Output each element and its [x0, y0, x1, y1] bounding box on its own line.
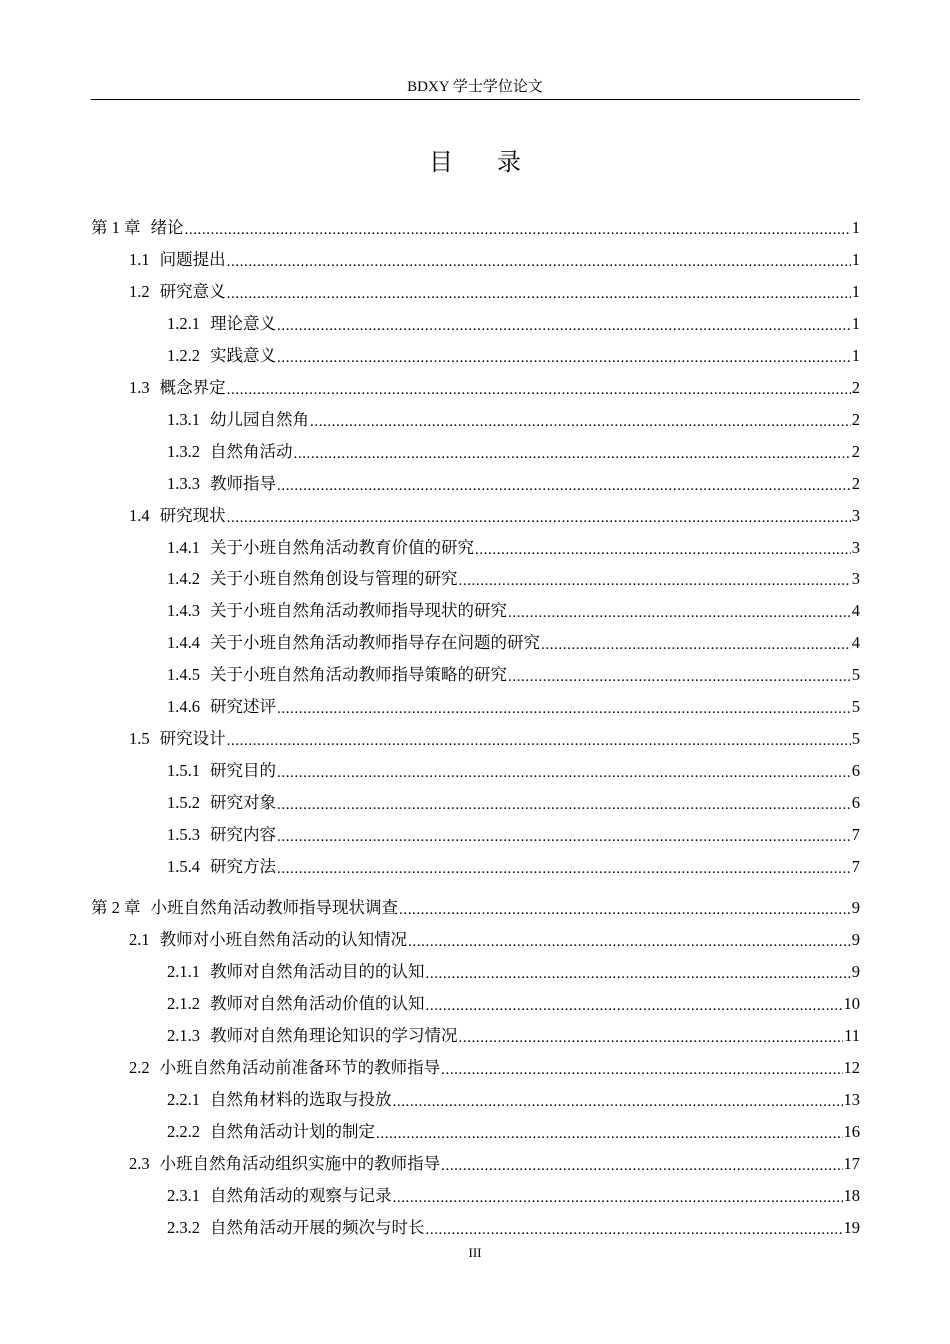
toc-entry-number: 1.4.1: [167, 538, 200, 557]
toc-entry[interactable]: [91, 216, 860, 240]
toc-entry-page: 7: [851, 857, 860, 876]
toc-dot-leader: [277, 823, 851, 847]
toc-entry-number: 1.4.3: [167, 601, 200, 620]
toc-entry[interactable]: [91, 759, 860, 783]
toc-dot-leader: [227, 248, 851, 272]
toc-dot-leader: [227, 727, 851, 751]
toc-entry-title: 理论意义: [210, 314, 276, 333]
toc-entry-page: 11: [844, 1026, 860, 1045]
toc-entry-number: 1.5.3: [167, 825, 200, 844]
toc-dot-leader: [508, 599, 851, 623]
toc-entry[interactable]: [91, 376, 860, 400]
toc-entry-page: 13: [843, 1090, 860, 1109]
toc-dot-leader: [277, 344, 851, 368]
toc-entry-page: 7: [851, 825, 860, 844]
toc-entry-page: 1: [851, 250, 860, 269]
toc-entry-title: 研究内容: [210, 825, 276, 844]
toc-dot-leader: [426, 1216, 843, 1240]
toc-dot-leader: [294, 440, 851, 464]
toc-dot-leader: [310, 408, 851, 432]
toc-dot-leader: [227, 280, 851, 304]
toc-entry-page: 3: [851, 569, 860, 588]
toc-title: [0, 148, 950, 178]
toc-entry-number: 2.3.1: [167, 1186, 200, 1205]
toc-entry[interactable]: [91, 599, 860, 623]
toc-dot-leader: [185, 216, 851, 240]
toc-entry-title: 关于小班自然角活动教师指导存在问题的研究: [210, 633, 540, 652]
toc-entry-page: 4: [851, 601, 860, 620]
toc-entry[interactable]: [91, 567, 860, 591]
toc-entry-number: 1.3: [129, 378, 150, 397]
toc-entry-page: 6: [851, 793, 860, 812]
toc-dot-leader: [508, 663, 851, 687]
toc-entry-title: 研究现状: [159, 506, 226, 525]
toc-entry-title: 绪论: [150, 218, 184, 237]
toc-entry-page: 4: [851, 633, 860, 652]
toc-entry-title: 研究述评: [210, 697, 276, 716]
toc-title-char-2: 录: [497, 150, 521, 176]
toc-entry[interactable]: [91, 1184, 860, 1208]
toc-entry-number: 2.3: [129, 1154, 150, 1173]
toc-entry-number: 1.5.4: [167, 857, 200, 876]
toc-entry[interactable]: [91, 472, 860, 496]
toc-entry-number: 2.3.2: [167, 1218, 200, 1237]
toc-entry-title: 自然角材料的选取与投放: [210, 1090, 392, 1109]
toc-entry-title: 研究设计: [159, 729, 226, 748]
toc-entry[interactable]: [91, 344, 860, 368]
toc-entry[interactable]: [91, 791, 860, 815]
toc-entry-page: 17: [843, 1154, 860, 1173]
toc-entry-title: 幼儿园自然角: [210, 410, 309, 429]
toc-entry-title: 关于小班自然角创设与管理的研究: [210, 569, 458, 588]
toc-entry[interactable]: [91, 536, 860, 560]
toc-dot-leader: [393, 1184, 843, 1208]
toc-entry[interactable]: [91, 504, 860, 528]
toc-dot-leader: [376, 1120, 843, 1144]
toc-entry[interactable]: [91, 280, 860, 304]
toc-entry-number: 1.5.1: [167, 761, 200, 780]
toc-entry-title: 教师对自然角理论知识的学习情况: [210, 1026, 458, 1045]
toc-dot-leader: [277, 855, 851, 879]
toc-entry[interactable]: [91, 727, 860, 751]
toc-entry[interactable]: [91, 823, 860, 847]
toc-entry-number: 1.4.2: [167, 569, 200, 588]
toc-entry-page: 5: [851, 665, 860, 684]
toc-entry[interactable]: [91, 1056, 860, 1080]
toc-entry-page: 1: [851, 346, 860, 365]
toc-entry-title: 自然角活动开展的频次与时长: [210, 1218, 425, 1237]
toc-entry-title: 自然角活动计划的制定: [210, 1122, 375, 1141]
toc-entry-number: 2.2.1: [167, 1090, 200, 1109]
toc-title-char-1: 目: [429, 150, 453, 176]
toc-dot-leader: [459, 1024, 844, 1048]
toc-entry[interactable]: [91, 248, 860, 272]
toc-entry-title: 教师对自然角活动目的的认知: [210, 962, 425, 981]
toc-dot-leader: [475, 536, 851, 560]
toc-entry-page: 6: [851, 761, 860, 780]
toc-entry-number: 1.3.3: [167, 474, 200, 493]
toc-entry-title: 教师对自然角活动价值的认知: [210, 994, 425, 1013]
toc-entry-title: 自然角活动的观察与记录: [210, 1186, 392, 1205]
toc-entry-number: 2.1.3: [167, 1026, 200, 1045]
toc-entry-number: 1.4.6: [167, 697, 200, 716]
toc-entry-page: 3: [851, 538, 860, 557]
toc-dot-leader: [227, 504, 851, 528]
toc-dot-leader: [277, 791, 851, 815]
toc-entry-page: 9: [851, 898, 860, 917]
toc-entry-number: 第 1 章: [91, 218, 141, 237]
toc-entry[interactable]: [91, 1152, 860, 1176]
toc-entry[interactable]: [91, 1216, 860, 1240]
toc-entry[interactable]: [91, 1088, 860, 1112]
toc-entry[interactable]: [91, 992, 860, 1016]
toc-entry[interactable]: [91, 855, 860, 879]
toc-entry[interactable]: [91, 928, 860, 952]
toc-entry-title: 概念界定: [159, 378, 226, 397]
toc-entry-number: 2.1.2: [167, 994, 200, 1013]
toc-entry-page: 2: [851, 442, 860, 461]
toc-dot-leader: [541, 631, 851, 655]
toc-entry-title: 小班自然角活动组织实施中的教师指导: [159, 1154, 441, 1173]
toc-entry-number: 1.4.5: [167, 665, 200, 684]
toc-entry-title: 研究目的: [210, 761, 276, 780]
toc-dot-leader: [277, 759, 851, 783]
toc-entry-number: 1.5.2: [167, 793, 200, 812]
toc-entry-page: 2: [851, 378, 860, 397]
toc-entry-number: 2.2: [129, 1058, 150, 1077]
toc-entry-title: 小班自然角活动前准备环节的教师指导: [159, 1058, 441, 1077]
toc-entry-title: 教师指导: [210, 474, 276, 493]
toc-dot-leader: [277, 312, 851, 336]
toc-entry-number: 1.5: [129, 729, 150, 748]
toc-entry-title: 教师对小班自然角活动的认知情况: [159, 930, 408, 949]
toc-dot-leader: [408, 928, 851, 952]
toc-entry-page: 1: [851, 218, 860, 237]
toc-entry-page: 5: [851, 729, 860, 748]
toc-entry-number: 2.2.2: [167, 1122, 200, 1141]
toc-dot-leader: [426, 960, 851, 984]
toc-entry-number: 1.2: [129, 282, 150, 301]
toc-entry-page: 1: [851, 282, 860, 301]
toc-entry-page: 9: [851, 962, 860, 981]
toc-dot-leader: [393, 1088, 843, 1112]
toc-entry[interactable]: [91, 312, 860, 336]
toc-dot-leader: [459, 567, 851, 591]
toc-entry-page: 9: [851, 930, 860, 949]
toc-dot-leader: [227, 376, 851, 400]
toc-entry-page: 19: [843, 1218, 860, 1237]
toc-entry-number: 1.4.4: [167, 633, 200, 652]
toc-entry[interactable]: [91, 1024, 860, 1048]
toc-entry-number: 1.3.2: [167, 442, 200, 461]
toc-entry-number: 2.1: [129, 930, 150, 949]
toc-entry-title: 关于小班自然角活动教师指导现状的研究: [210, 601, 507, 620]
toc-entry-title: 关于小班自然角活动教育价值的研究: [210, 538, 474, 557]
toc-entry[interactable]: [91, 663, 860, 687]
toc-entry-number: 1.3.1: [167, 410, 200, 429]
toc-dot-leader: [426, 992, 843, 1016]
toc-entry[interactable]: [91, 960, 860, 984]
toc-entry-page: 18: [843, 1186, 860, 1205]
footer-page-number: III: [468, 1245, 482, 1260]
toc-entry-title: 研究对象: [210, 793, 276, 812]
toc-entry[interactable]: [91, 896, 860, 920]
toc-entry-number: 1.4: [129, 506, 150, 525]
toc-entry-page: 16: [843, 1122, 860, 1141]
toc-entry-title: 小班自然角活动教师指导现状调查: [150, 898, 398, 917]
toc-entry-title: 自然角活动: [210, 442, 293, 461]
toc-entry-title: 问题提出: [159, 250, 226, 269]
toc-entry-title: 实践意义: [210, 346, 276, 365]
toc-entry[interactable]: [91, 1120, 860, 1144]
toc-entry-page: 2: [851, 410, 860, 429]
toc-entry[interactable]: [91, 408, 860, 432]
toc-entry-page: 5: [851, 697, 860, 716]
toc-entry-number: 1.1: [129, 250, 150, 269]
toc-entry-page: 10: [843, 994, 860, 1013]
toc-entry[interactable]: [91, 440, 860, 464]
toc-entry-title: 研究方法: [210, 857, 276, 876]
toc-dot-leader: [441, 1056, 842, 1080]
toc-dot-leader: [277, 472, 851, 496]
toc-entry[interactable]: [91, 695, 860, 719]
toc-entry-title: 关于小班自然角活动教师指导策略的研究: [210, 665, 507, 684]
toc-entry-number: 1.2.2: [167, 346, 200, 365]
toc-entry-page: 1: [851, 314, 860, 333]
header-rule: [91, 99, 860, 100]
running-header: BDXY 学士学位论文: [407, 79, 543, 95]
toc-entry[interactable]: [91, 631, 860, 655]
toc-entry-page: 12: [843, 1058, 860, 1077]
toc-dot-leader: [277, 695, 851, 719]
toc-entry-number: 1.2.1: [167, 314, 200, 333]
toc-entry-title: 研究意义: [159, 282, 226, 301]
toc-entry-page: 2: [851, 474, 860, 493]
toc-entry-number: 2.1.1: [167, 962, 200, 981]
toc-dot-leader: [441, 1152, 842, 1176]
toc-entry-page: 3: [851, 506, 860, 525]
toc-dot-leader: [399, 896, 851, 920]
toc-entry-number: 第 2 章: [91, 898, 141, 917]
